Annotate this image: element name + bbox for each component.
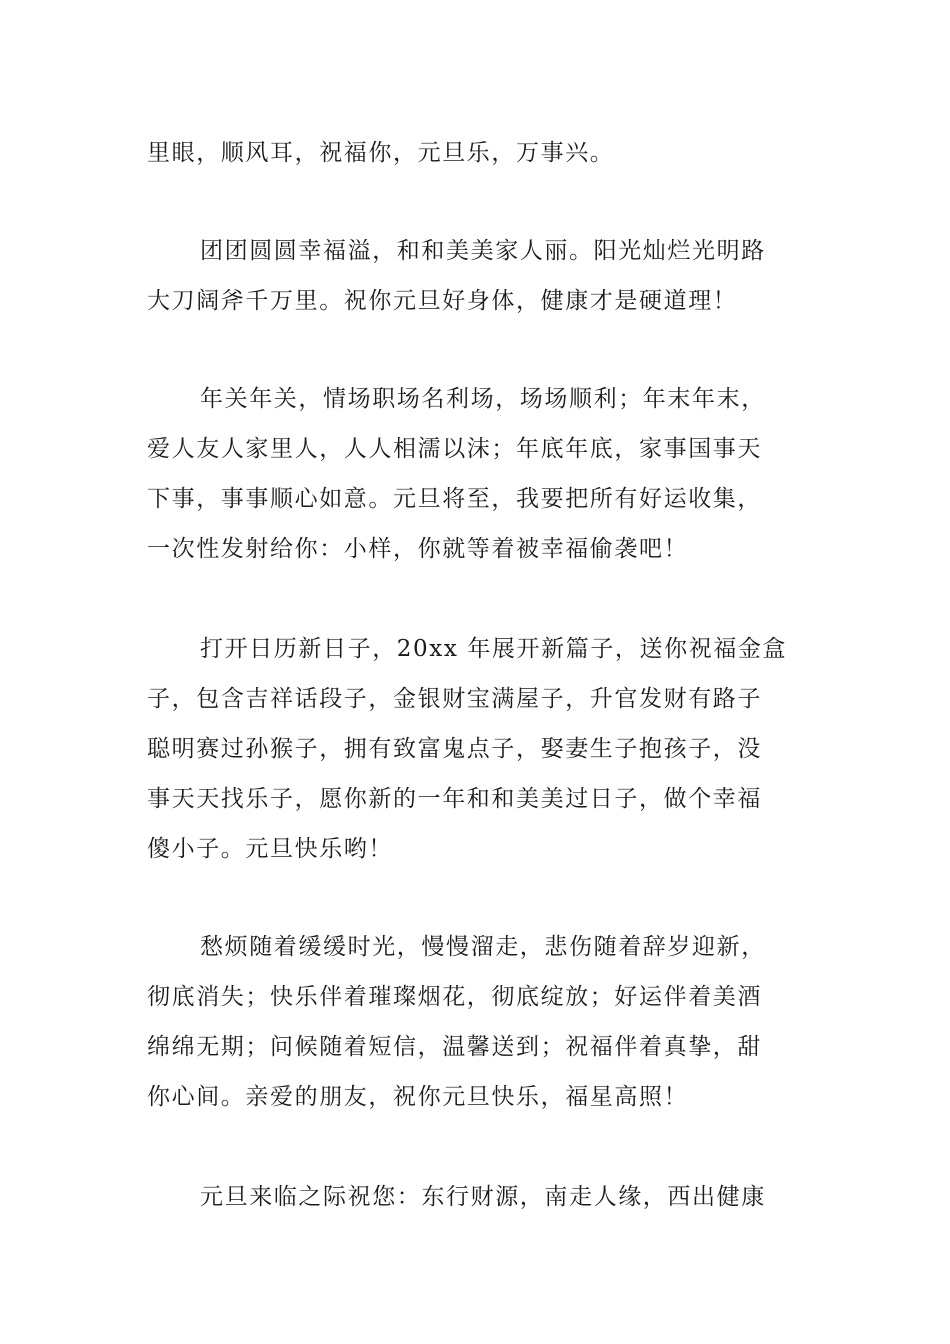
text-line: 聪明赛过孙猴子，拥有致富鬼点子，娶妻生子抱孩子，没: [147, 736, 762, 762]
paragraph-first-line: 团团圆圆幸福溢，和和美美家人丽。阳光灿烂光明路: [200, 238, 766, 264]
text-line: 彻底消失；快乐伴着璀璨烟花，彻底绽放；好运伴着美酒: [147, 984, 762, 1010]
text-line: 傻小子。元旦快乐哟！: [147, 836, 393, 862]
paragraph-first-line: 愁烦随着缓缓时光，慢慢溜走，悲伤随着辞岁迎新，: [200, 934, 766, 960]
paragraph-first-line: 元旦来临之际祝您：东行财源，南走人缘，西出健康: [200, 1184, 766, 1210]
text-line: 一次性发射给你：小样，你就等着被幸福偷袭吧！: [147, 536, 689, 562]
text-line: 爱人友人家里人，人人相濡以沫；年底年底，家事国事天: [147, 436, 762, 462]
text-line: 大刀阔斧千万里。祝你元旦好身体，健康才是硬道理！: [147, 288, 738, 314]
text-line: 你心间。亲爱的朋友，祝你元旦快乐，福星高照！: [147, 1084, 689, 1110]
paragraph-first-line: 打开日历新日子，20xx 年展开新篇子，送你祝福金盒: [200, 636, 788, 662]
text-line: 子，包含吉祥话段子，金银财宝满屋子，升官发财有路子: [147, 686, 762, 712]
text-line: 里眼，顺风耳，祝福你，元旦乐，万事兴。: [147, 140, 615, 166]
text-line: 事天天找乐子，愿你新的一年和和美美过日子，做个幸福: [147, 786, 762, 812]
text-line: 下事，事事顺心如意。元旦将至，我要把所有好运收集，: [147, 486, 762, 512]
text-line: 绵绵无期；问候随着短信，温馨送到；祝福伴着真挚，甜: [147, 1034, 762, 1060]
paragraph-first-line: 年关年关，情场职场名利场，场场顺利；年末年末，: [200, 386, 766, 412]
